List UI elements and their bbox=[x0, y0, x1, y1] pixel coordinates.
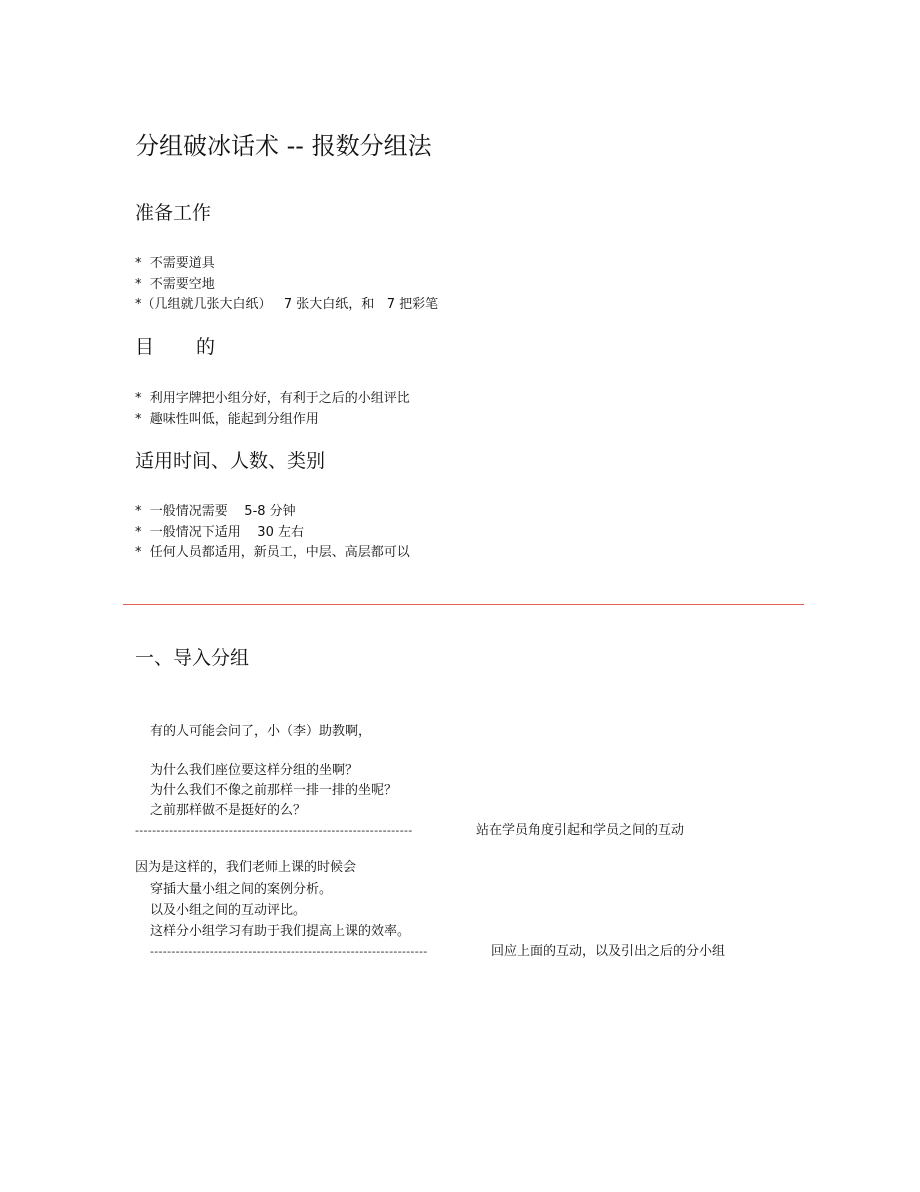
section1-title: 一、导入分组 bbox=[135, 647, 250, 669]
list-item: * 趣味性叫低，能起到分组作用 bbox=[135, 411, 319, 427]
reason-line-2: 以及小组之间的互动评比。 bbox=[150, 903, 307, 918]
prep-heading: 准备工作 bbox=[135, 202, 212, 224]
list-item: * 不需要空地 bbox=[135, 276, 215, 292]
purpose-heading bbox=[135, 334, 215, 360]
prep-list bbox=[135, 254, 438, 316]
question-1: 为什么我们座位要这样分组的坐啊？ bbox=[150, 763, 359, 778]
dash-separator-1: ----------------------------------------------------------------- bbox=[135, 824, 413, 837]
annotation-1: 站在学员角度引起和学员之间的互动 bbox=[476, 823, 685, 838]
dash-separator-2: ----------------------------------------------------------------- bbox=[150, 945, 428, 958]
list-item: * 利用字牌把小组分好，有利于之后的小组评比 bbox=[135, 391, 410, 406]
purpose-list bbox=[135, 389, 410, 430]
reason-line-3: 这样分小组学习有助于我们提高上课的效率。 bbox=[150, 924, 411, 939]
reason-line-1: 穿插大量小组之间的案例分析。 bbox=[150, 882, 333, 897]
list-item: * 任何人员都适用，新员工，中层、高层都可以 bbox=[135, 545, 410, 560]
paragraph-reason: 因为是这样的，我们老师上课的时候会 bbox=[135, 860, 357, 875]
list-item: * 一般情况需要 5-8 分钟 bbox=[135, 504, 296, 519]
list-item: * 不需要道具 bbox=[135, 256, 215, 271]
scope-heading: 适用时间、人数、类别 bbox=[135, 450, 326, 472]
page-title: 分组破冰话术 -- 报数分组法 bbox=[135, 132, 432, 160]
question-3: 之前那样做不是挺好的么？ bbox=[150, 803, 307, 818]
paragraph-intro: 有的人可能会问了，小（李）助教啊， bbox=[150, 724, 372, 739]
list-item: * 一般情况下适用 30 左右 bbox=[135, 524, 304, 540]
question-2: 为什么我们不像之前那样一排一排的坐呢？ bbox=[150, 783, 398, 798]
annotation-2: 回应上面的互动，以及引出之后的分小组 bbox=[491, 944, 726, 959]
scope-list bbox=[135, 502, 410, 564]
purpose-heading-char1: 目 bbox=[135, 336, 155, 358]
section-divider bbox=[123, 604, 804, 605]
list-item: *（几组就几张大白纸） 7 张大白纸，和 7 把彩笔 bbox=[135, 297, 439, 312]
purpose-heading-char2: 的 bbox=[196, 336, 216, 358]
